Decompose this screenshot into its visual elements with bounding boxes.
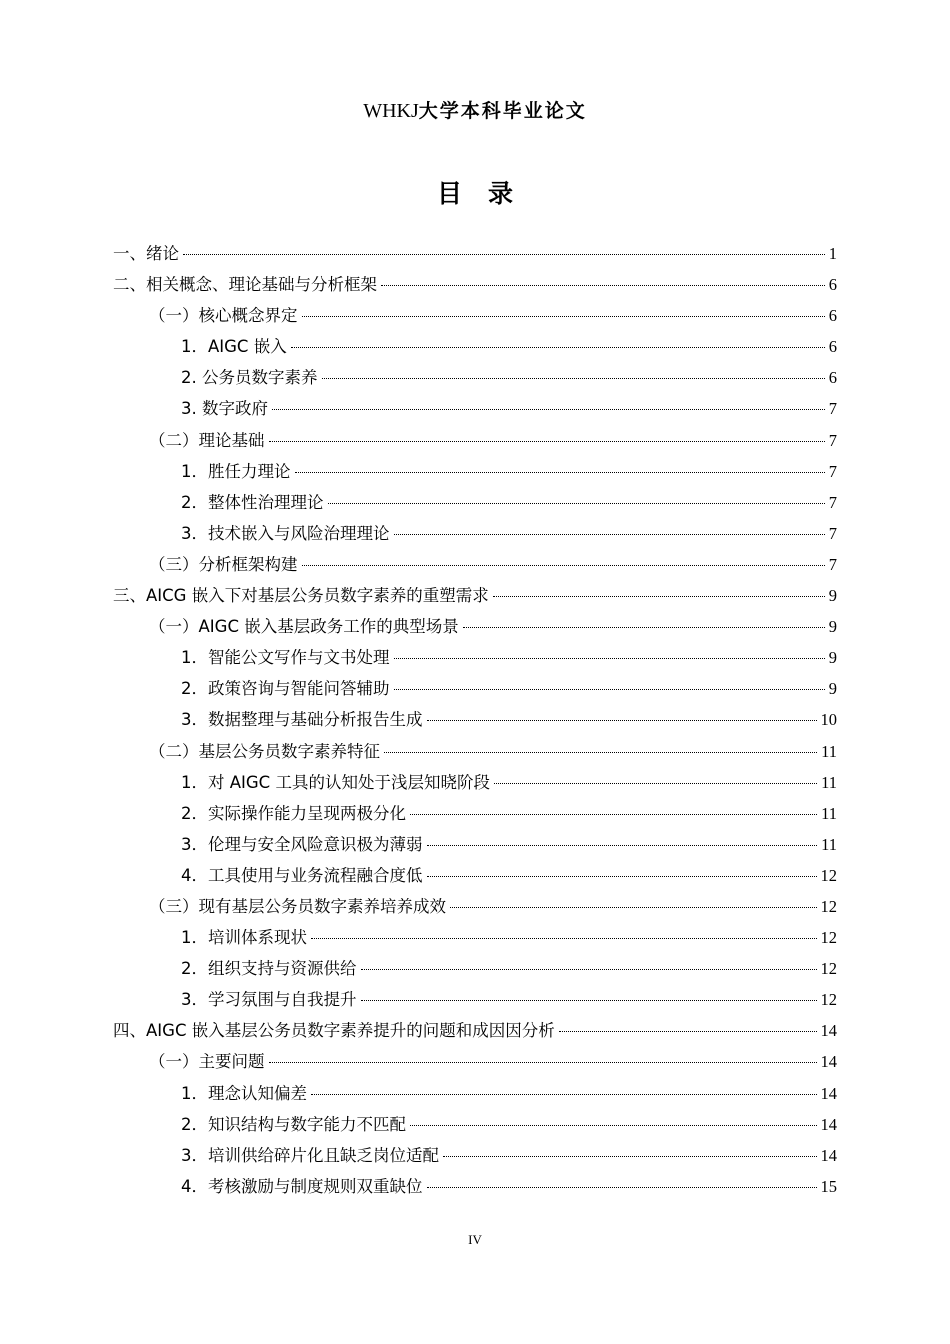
toc-leader-dots — [302, 565, 825, 566]
toc-entry-page: 6 — [828, 337, 837, 357]
toc-leader-dots — [394, 689, 825, 690]
toc-entry-title: 1．胜任力理论 — [181, 461, 291, 481]
toc-entry-title: （三）现有基层公务员数字素养培养成效 — [149, 896, 446, 916]
toc-entry[interactable] — [113, 831, 837, 862]
toc-leader-dots — [410, 1125, 817, 1126]
toc-entry-title: 3．培训供给碎片化且缺乏岗位适配 — [181, 1145, 439, 1165]
toc-entry[interactable] — [113, 427, 837, 458]
toc-entry-page: 9 — [828, 679, 837, 699]
toc-entry-title: 2．组织支持与资源供给 — [181, 959, 357, 979]
toc-leader-dots — [427, 720, 817, 721]
toc-entry-page: 14 — [820, 1145, 837, 1165]
toc-entry-title: 2．知识结构与数字能力不匹配 — [181, 1114, 406, 1134]
toc-entry[interactable] — [113, 1111, 837, 1142]
toc-title: 目录 — [436, 179, 539, 208]
toc-entry[interactable] — [113, 551, 837, 582]
toc-leader-dots — [427, 1187, 817, 1188]
toc-entry[interactable] — [113, 489, 837, 520]
toc-leader-dots — [443, 1156, 817, 1157]
toc-entry-title: 4．考核激励与制度规则双重缺位 — [181, 1176, 423, 1196]
toc-entry-title: 二、相关概念、理论基础与分析框架 — [113, 275, 377, 295]
toc-entry-title: （二）理论基础 — [149, 430, 265, 450]
toc-leader-dots — [494, 783, 817, 784]
toc-entry-page: 14 — [820, 1114, 837, 1134]
toc-leader-dots — [381, 285, 825, 286]
toc-entry[interactable] — [113, 893, 837, 924]
page-number: IV — [468, 1232, 482, 1247]
toc-entry[interactable] — [113, 1142, 837, 1173]
toc-leader-dots — [311, 1094, 817, 1095]
toc-entry-title: 2．政策咨询与智能问答辅助 — [181, 679, 390, 699]
toc-entry[interactable] — [113, 458, 837, 489]
toc-entry-title: （一）主要问题 — [149, 1052, 265, 1072]
toc-entry-title: 3. 数字政府 — [181, 399, 268, 419]
toc-entry[interactable] — [113, 1173, 837, 1204]
toc-entry[interactable] — [113, 769, 837, 800]
toc-entry[interactable] — [113, 582, 837, 613]
toc-entry-page: 7 — [828, 430, 837, 450]
toc-entry-page: 9 — [828, 586, 837, 606]
toc-leader-dots — [394, 658, 825, 659]
toc-entry[interactable] — [113, 395, 837, 426]
toc-entry-page: 12 — [820, 865, 837, 885]
toc-entry-page: 6 — [828, 306, 837, 326]
toc-leader-dots — [427, 876, 817, 877]
toc-entry[interactable] — [113, 1080, 837, 1111]
toc-entry[interactable] — [113, 1017, 837, 1048]
toc-leader-dots — [269, 441, 825, 442]
toc-entry-page: 14 — [820, 1021, 837, 1041]
toc-leader-dots — [384, 752, 817, 753]
toc-entry-page: 6 — [828, 368, 837, 388]
toc-entry[interactable] — [113, 955, 837, 986]
toc-entry-page: 10 — [820, 710, 837, 730]
toc-entry[interactable] — [113, 520, 837, 551]
toc-entry-title: 四、AIGC 嵌入基层公务员数字素养提升的问题和成因因分析 — [113, 1021, 555, 1041]
toc-leader-dots — [322, 378, 825, 379]
toc-leader-dots — [302, 316, 825, 317]
toc-entry[interactable] — [113, 364, 837, 395]
toc-entry-title: 1．理念认知偏差 — [181, 1083, 307, 1103]
toc-entry[interactable] — [113, 924, 837, 955]
toc-leader-dots — [361, 1000, 817, 1001]
toc-entry-page: 11 — [821, 741, 837, 761]
toc-entry-title: 4．工具使用与业务流程融合度低 — [181, 865, 423, 885]
toc-entry[interactable] — [113, 333, 837, 364]
toc-entry-page: 7 — [828, 492, 837, 512]
toc-leader-dots — [463, 627, 825, 628]
toc-entry-page: 14 — [820, 1083, 837, 1103]
toc-entry-page: 1 — [828, 244, 837, 263]
toc-entry-title: 三、AICG 嵌入下对基层公务员数字素养的重塑需求 — [113, 586, 489, 606]
page-header — [0, 96, 950, 123]
toc-entry-title: 3．技术嵌入与风险治理理论 — [181, 523, 390, 543]
toc-entry-title: 2．实际操作能力呈现两极分化 — [181, 803, 406, 823]
toc-entry-page: 7 — [828, 554, 837, 574]
toc-entry-title: 3．伦理与安全风险意识极为薄弱 — [181, 834, 423, 854]
toc-entry-page: 7 — [828, 523, 837, 543]
toc-leader-dots — [269, 1062, 817, 1063]
header-latin-text: WHKJ — [363, 100, 419, 122]
toc-entry-title: 一、绪论 — [113, 244, 179, 263]
toc-entry-page: 14 — [820, 1052, 837, 1072]
toc-entry[interactable] — [113, 675, 837, 706]
toc-entry[interactable] — [113, 1048, 837, 1079]
toc-leader-dots — [291, 347, 825, 348]
toc-entry-title: 1．AIGC 嵌入 — [181, 337, 287, 357]
toc-entry-page: 7 — [828, 399, 837, 419]
toc-entry-page: 11 — [821, 772, 837, 792]
toc-leader-dots — [295, 472, 825, 473]
toc-leader-dots — [311, 938, 817, 939]
toc-entry-page: 12 — [820, 896, 837, 916]
toc-entry[interactable] — [113, 738, 837, 769]
toc-entry[interactable] — [113, 613, 837, 644]
toc-entry-page: 6 — [828, 275, 837, 295]
toc-list — [113, 240, 837, 1204]
toc-entry-title: 3．学习氛围与自我提升 — [181, 990, 357, 1010]
toc-entry-title: （二）基层公务员数字素养特征 — [149, 741, 380, 761]
toc-entry-title: （一）核心概念界定 — [149, 306, 298, 326]
toc-entry-page: 12 — [820, 959, 837, 979]
toc-leader-dots — [450, 907, 817, 908]
toc-entry-page: 12 — [820, 990, 837, 1010]
toc-entry[interactable] — [113, 862, 837, 893]
toc-leader-dots — [272, 409, 825, 410]
toc-entry-title: 3．数据整理与基础分析报告生成 — [181, 710, 423, 730]
toc-entry[interactable] — [113, 986, 837, 1017]
toc-leader-dots — [493, 596, 825, 597]
toc-leader-dots — [328, 503, 825, 504]
toc-entry-page: 7 — [828, 461, 837, 481]
header-cjk-text: 大学本科毕业论文 — [418, 100, 587, 122]
toc-leader-dots — [183, 254, 825, 255]
toc-entry-title: 1．培训体系现状 — [181, 928, 307, 948]
toc-leader-dots — [559, 1031, 817, 1032]
toc-entry-title: 2. 公务员数字素养 — [181, 368, 318, 388]
toc-leader-dots — [427, 845, 818, 846]
toc-entry-page: 11 — [821, 834, 837, 854]
toc-entry[interactable] — [113, 240, 837, 271]
toc-entry-page: 12 — [820, 928, 837, 948]
toc-entry[interactable] — [113, 271, 837, 302]
toc-entry-page: 11 — [821, 803, 837, 823]
toc-leader-dots — [394, 534, 825, 535]
toc-entry[interactable] — [113, 800, 837, 831]
toc-entry-page: 9 — [828, 648, 837, 668]
toc-entry-title: （一）AIGC 嵌入基层政务工作的典型场景 — [149, 617, 459, 637]
toc-entry[interactable] — [113, 644, 837, 675]
toc-entry-page: 9 — [828, 617, 837, 637]
toc-entry-title: 1．智能公文写作与文书处理 — [181, 648, 390, 668]
toc-entry-title: 2．整体性治理理论 — [181, 492, 324, 512]
toc-entry[interactable] — [113, 706, 837, 737]
toc-entry-page: 15 — [820, 1176, 837, 1196]
toc-entry[interactable] — [113, 302, 837, 333]
toc-leader-dots — [410, 814, 817, 815]
toc-entry-title: 1．对 AIGC 工具的认知处于浅层知晓阶段 — [181, 772, 490, 792]
toc-leader-dots — [361, 969, 817, 970]
toc-entry-title: （三）分析框架构建 — [149, 554, 298, 574]
